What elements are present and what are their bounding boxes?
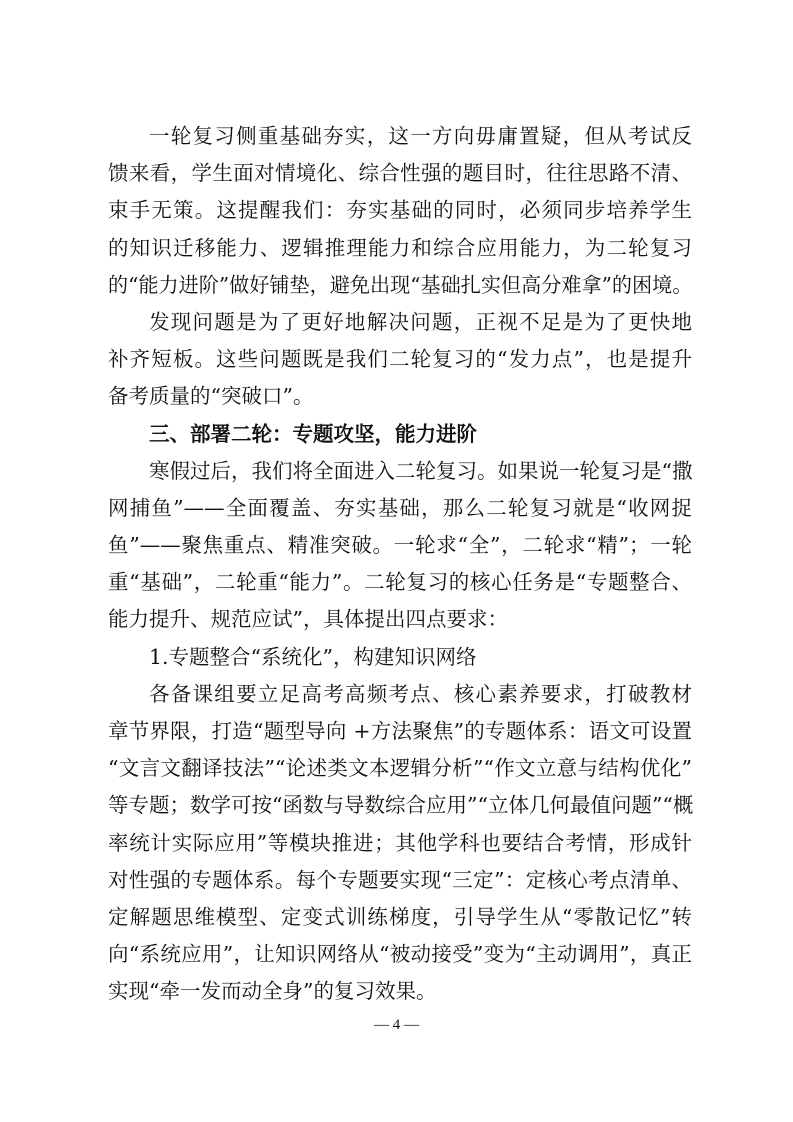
section-heading [108,416,692,453]
text-line: 馈来看，学生面对情境化、综合性强的题目时，往往思路不清、 [108,161,692,186]
text-line: 补齐短板。这些问题既是我们二轮复习的“发力点”，也是提升 [108,347,692,372]
text-line: 定解题思维模型、定变式训练梯度，引导学生从“零散记忆”转 [108,904,692,929]
page-number: — 4 — [374,1017,419,1033]
text-line: 鱼”——聚焦重点、精准突破。一轮求“全”，二轮求“精”；一轮 [108,533,692,558]
document-body [108,118,692,1011]
text-line: 对性强的专题体系。每个专题要实现“三定”：定核心考点清单、 [108,867,692,892]
subsection-heading [108,639,692,676]
paragraph [108,118,692,304]
text-line: 1.专题整合“系统化”，构建知识网络 [149,644,477,669]
paragraph [108,304,692,416]
text-line: 各备课组要立足高考高频考点、核心素养要求，打破教材 [149,681,692,706]
text-line: 一轮复习侧重基础夯实，这一方向毋庸置疑，但从考试反 [149,124,692,148]
paragraph [108,676,692,1011]
text-line: 的知识迁移能力、逻辑推理能力和综合应用能力，为二轮复习 [108,235,692,260]
text-line: 能力提升、规范应试”，具体提出四点要求： [108,607,508,632]
text-line: 束手无策。这提醒我们：夯实基础的同时，必须同步培养学生 [108,198,692,223]
text-line: 寒假过后，我们将全面进入二轮复习。如果说一轮复习是“撒 [149,458,693,483]
text-line: 的“能力进阶”做好铺垫，避免出现“基础扎实但高分难拿”的困境。 [108,272,693,297]
text-line: 重“基础”，二轮重“能力”。二轮复习的核心任务是“专题整合、 [108,570,692,595]
text-line: 率统计实际应用”等模块推进；其他学科也要结合考情，形成针 [108,830,692,855]
text-line: 等专题；数学可按“函数与导数综合应用”“立体几何最值问题”“概 [108,793,694,818]
text-line: “文言文翻译技法”“论述类文本逻辑分析”“作文立意与结构优化” [108,756,692,781]
paragraph [108,453,692,639]
text-line: 实现“牵一发而动全身”的复习效果。 [108,979,437,1004]
text-line: 发现问题是为了更好地解决问题，正视不足是为了更快地 [149,309,692,334]
text-line: 网捕鱼”——全面覆盖、夯实基础，那么二轮复习就是“收网捉 [108,495,692,520]
text-line: 向“系统应用”，让知识网络从“被动接受”变为“主动调用”，真正 [108,942,692,967]
text-line: 备考质量的“突破口”。 [108,384,314,409]
text-line: 章节界限，打造“题型导向 +方法聚焦”的专题体系：语文可设置 [108,719,692,743]
text-line: 三、部署二轮：专题攻坚，能力进阶 [149,421,477,446]
